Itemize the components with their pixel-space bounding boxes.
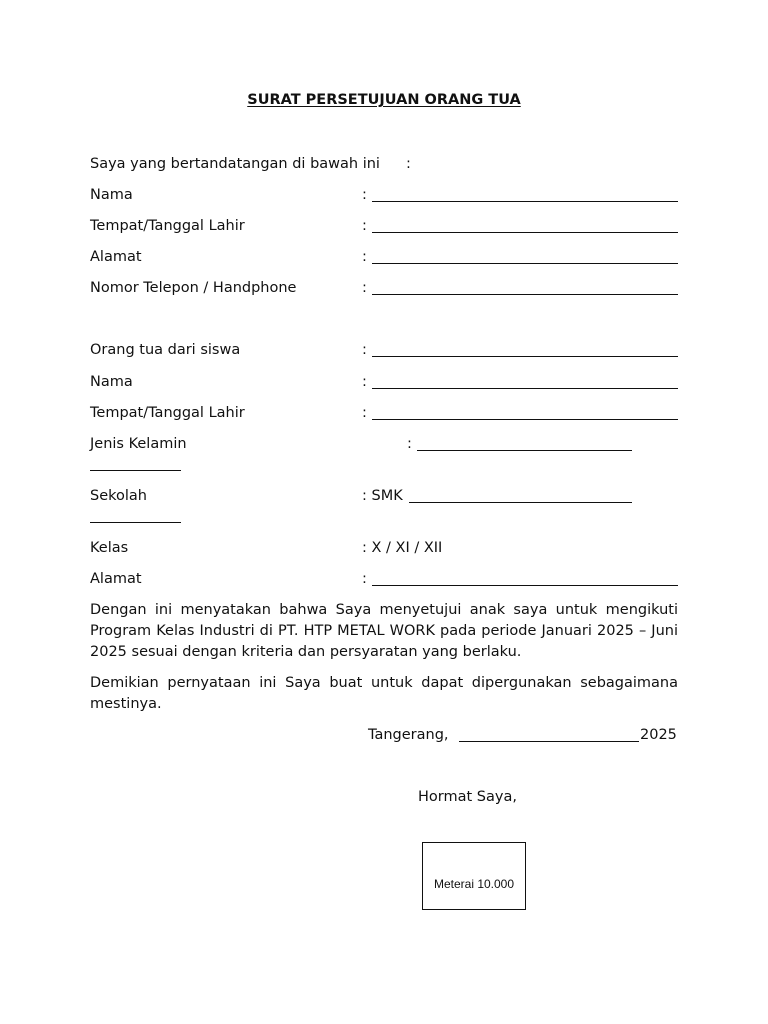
signer-address-label: Alamat (90, 249, 142, 265)
student-gender-blank[interactable] (417, 434, 632, 451)
student-name-label: Nama (90, 374, 133, 390)
signer-phone-blank[interactable] (372, 278, 678, 295)
date-place: Tangerang, (368, 727, 449, 743)
signer-birth-colon: : (362, 218, 367, 234)
intro-label: Saya yang bertandatangan di bawah ini (90, 156, 380, 172)
stamp-label: Meterai 10.000 (433, 877, 515, 891)
parent-of-colon: : (362, 342, 367, 358)
student-address-row (90, 569, 678, 589)
signer-phone-label: Nomor Telepon / Handphone (90, 280, 297, 296)
school-overflow-line (90, 522, 181, 523)
signer-birth-blank[interactable] (372, 216, 678, 233)
signer-birth-row (90, 216, 678, 236)
gender-overflow-line (90, 470, 181, 471)
student-gender-label: Jenis Kelamin (90, 436, 187, 452)
signer-name-blank[interactable] (372, 185, 678, 202)
consent-paragraph: Dengan ini menyatakan bahwa Saya menyetujui anak saya untuk mengikuti Program Kelas Industri di PT. HTP METAL WORK pada periode Januari 2025 – Juni 2025 sesuai dengan kriteria dan persyaratan yang berlaku. (90, 602, 678, 660)
signer-name-row (90, 185, 678, 205)
student-name-blank[interactable] (372, 372, 678, 389)
signer-name-colon: : (362, 187, 367, 203)
intro-colon: : (406, 156, 411, 172)
date-blank[interactable] (459, 725, 639, 742)
student-name-row (90, 372, 678, 392)
student-class-label: Kelas (90, 540, 129, 556)
closing-paragraph: Demikian pernyataan ini Saya buat untuk dapat dipergunakan sebagaimana mestinya. (90, 675, 678, 712)
student-gender-colon: : (407, 436, 412, 452)
intro-row (90, 154, 678, 174)
student-class-value: : X / XI / XII (362, 540, 443, 556)
signer-phone-colon: : (362, 280, 367, 296)
student-gender-row (90, 434, 678, 454)
student-address-label: Alamat (90, 571, 142, 587)
closing-greeting: Hormat Saya, (418, 789, 517, 805)
signer-address-row (90, 247, 678, 267)
stamp-box (422, 842, 526, 910)
student-school-row (90, 486, 678, 506)
student-birth-colon: : (362, 405, 367, 421)
student-address-blank[interactable] (372, 569, 678, 586)
signer-address-blank[interactable] (372, 247, 678, 264)
student-school-blank[interactable] (409, 486, 632, 503)
student-address-colon: : (362, 571, 367, 587)
student-name-colon: : (362, 374, 367, 390)
parent-of-label: Orang tua dari siswa (90, 342, 241, 358)
parent-of-blank[interactable] (372, 340, 678, 357)
student-birth-blank[interactable] (372, 403, 678, 420)
student-birth-label: Tempat/Tanggal Lahir (90, 405, 245, 421)
student-school-label: Sekolah (90, 488, 147, 504)
student-birth-row (90, 403, 678, 423)
parent-of-row (90, 340, 678, 360)
signer-phone-row (90, 278, 678, 298)
student-class-row (90, 538, 678, 558)
signer-address-colon: : (362, 249, 367, 265)
date-year: 2025 (640, 727, 677, 743)
student-school-value: : SMK (362, 488, 403, 504)
signer-name-label: Nama (90, 187, 133, 203)
signer-birth-label: Tempat/Tanggal Lahir (90, 218, 245, 234)
page-title: SURAT PERSETUJUAN ORANG TUA (247, 92, 521, 108)
